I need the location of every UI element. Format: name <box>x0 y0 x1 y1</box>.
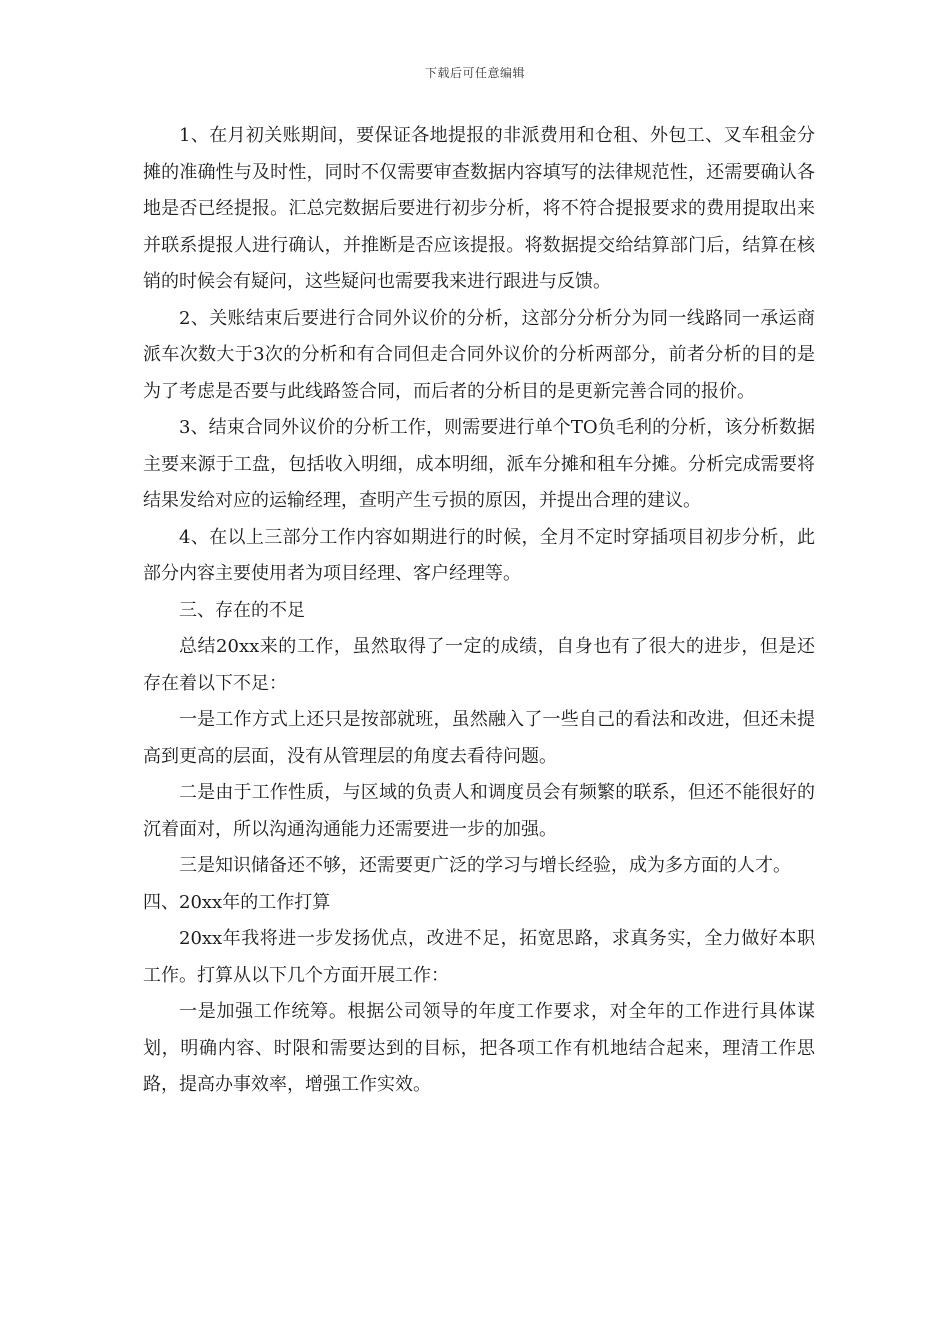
paragraph-plan-intro: 20xx年我将进一步发扬优点，改进不足，拓宽思路，求真务实，全力做好本职工作。打算从以下几个方面开展工作： <box>143 928 815 986</box>
section-heading-shortcomings: 三、存在的不足 <box>179 599 305 621</box>
paragraph-1: 1、在月初关账期间，要保证各地提报的非派费用和仓租、外包工、叉车租金分摊的准确性与及时性，同时不仅需要审查数据内容填写的法律规范性，还需要确认各地是否已经提报。汇总完数据后要进行初步分析，将不符合提报要求的费用提取出来并联系提报人进行确认，并推断是否应该提报。将数据提交给结算部门后，结算在核销的时候会有疑问，这些疑问也需要我来进行跟进与反馈。 <box>143 125 815 292</box>
paragraph-plan-1: 一是加强工作统筹。根据公司领导的年度工作要求，对全年的工作进行具体谋划，明确内容、时限和需要达到的目标，把各项工作有机地结合起来，理清工作思路，提高办事效率，增强工作实效。 <box>143 1001 815 1095</box>
paragraph-shortcoming-1: 一是工作方式上还只是按部就班，虽然融入了一些自己的看法和改进，但还未提高到更高的层面，没有从管理层的角度去看待问题。 <box>143 709 815 767</box>
paragraph-3: 3、结束合同外议价的分析工作，则需要进行单个TO负毛利的分析，该分析数据主要来源于工盘，包括收入明细，成本明细，派车分摊和租车分摊。分析完成需要将结果发给对应的运输经理，查明产生亏损的原因，并提出合理的建议。 <box>143 417 815 511</box>
paragraph-shortcoming-3: 三是知识储备还不够，还需要更广泛的学习与增长经验，成为多方面的人才。 <box>179 855 791 876</box>
paragraph-summary: 总结20xx来的工作，虽然取得了一定的成绩，自身也有了很大的进步，但是还存在着以下不足： <box>143 636 815 694</box>
page-header: 下载后可任意编辑 <box>424 66 525 80</box>
paragraph-shortcoming-2: 二是由于工作性质，与区域的负责人和调度员会有频繁的联系，但还不能很好的沉着面对，所以沟通沟通能力还需要进一步的加强。 <box>143 782 815 840</box>
paragraph-4: 4、在以上三部分工作内容如期进行的时候，全月不定时穿插项目初步分析，此部分内容主要使用者为项目经理、客户经理等。 <box>143 526 815 584</box>
section-heading-plan: 四、20xx年的工作打算 <box>143 891 331 913</box>
document-body <box>143 118 815 1104</box>
paragraph-2: 2、关账结束后要进行合同外议价的分析，这部分分析分为同一线路同一承运商派车次数大于3次的分析和有合同但走合同外议价的分析两部分，前者分析的目的是为了考虑是否要与此线路签合同，而后者的分析目的是更新完善合同的报价。 <box>143 307 815 402</box>
